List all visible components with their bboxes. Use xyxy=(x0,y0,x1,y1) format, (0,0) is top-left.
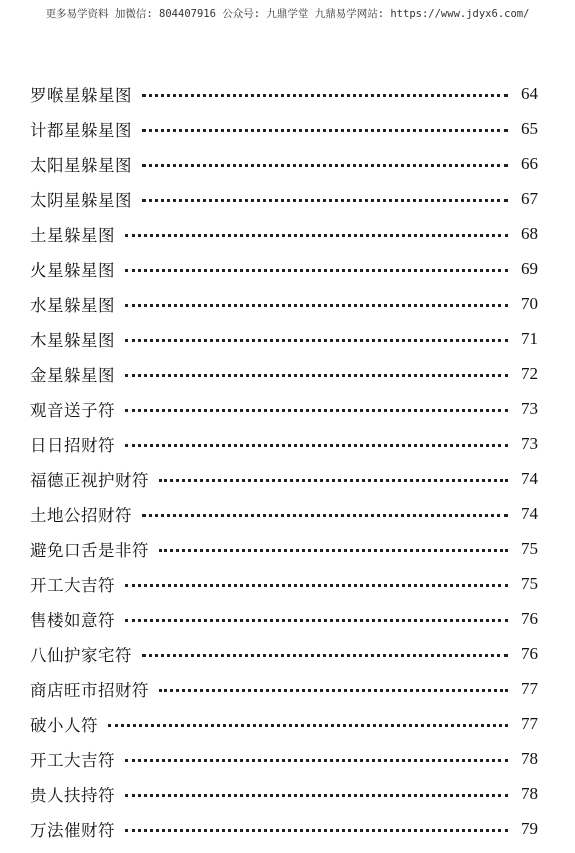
toc-entry-page-number: 79 xyxy=(521,818,538,838)
toc-entry[interactable] xyxy=(30,356,538,391)
toc-entry-title: 贵人扶持符 xyxy=(30,785,115,805)
toc-entry[interactable] xyxy=(30,216,538,251)
toc-entry[interactable] xyxy=(30,601,538,636)
toc-dot-leader xyxy=(125,304,508,307)
toc-entry[interactable] xyxy=(30,181,538,216)
toc-entry-title: 破小人符 xyxy=(30,715,98,735)
toc-entry-page-number: 65 xyxy=(521,118,538,138)
toc-entry-page-number: 71 xyxy=(521,328,538,348)
toc-entry[interactable] xyxy=(30,671,538,706)
toc-entry-title: 罗喉星躲星图 xyxy=(30,85,132,105)
toc-entry-page-number: 77 xyxy=(521,678,538,698)
toc-entry[interactable] xyxy=(30,426,538,461)
toc-entry-title: 土星躲星图 xyxy=(30,225,115,245)
toc-entry-title: 开工大吉符 xyxy=(30,575,115,595)
toc-entry-title: 观音送子符 xyxy=(30,400,115,420)
toc-entry[interactable] xyxy=(30,321,538,356)
toc-entry-title: 火星躲星图 xyxy=(30,260,115,280)
toc-entry-page-number: 69 xyxy=(521,258,538,278)
toc-entry-title: 八仙护家宅符 xyxy=(30,645,132,665)
toc-dot-leader xyxy=(125,234,508,237)
toc-entry[interactable] xyxy=(30,706,538,741)
toc-dot-leader xyxy=(142,164,508,167)
toc-dot-leader xyxy=(159,549,508,552)
toc-dot-leader xyxy=(142,199,508,202)
toc-dot-leader xyxy=(159,479,508,482)
toc-dot-leader xyxy=(142,129,508,132)
toc-dot-leader xyxy=(108,724,508,727)
toc-dot-leader xyxy=(125,584,508,587)
toc-dot-leader xyxy=(125,409,508,412)
toc-entry-title: 万法催财符 xyxy=(30,820,115,840)
toc-entry[interactable] xyxy=(30,111,538,146)
toc-entry-page-number: 66 xyxy=(521,153,538,173)
toc-entry[interactable] xyxy=(30,811,538,846)
toc-entry[interactable] xyxy=(30,286,538,321)
toc-entry[interactable] xyxy=(30,531,538,566)
toc-entry-page-number: 78 xyxy=(521,748,538,768)
toc-entry-title: 太阴星躲星图 xyxy=(30,190,132,210)
toc-entry-title: 水星躲星图 xyxy=(30,295,115,315)
toc-entry[interactable] xyxy=(30,776,538,811)
toc-entry-title: 金星躲星图 xyxy=(30,365,115,385)
page-header-watermark: 更多易学资料 加微信: 804407916 公众号: 九鼎学堂 九鼎易学网站: https://www.jdyx6.com/ xyxy=(45,8,530,20)
toc-entry[interactable] xyxy=(30,146,538,181)
toc-entry-page-number: 76 xyxy=(521,608,538,628)
toc-entry[interactable] xyxy=(30,741,538,776)
toc-entry-title: 计都星躲星图 xyxy=(30,120,132,140)
toc-entry-page-number: 70 xyxy=(521,293,538,313)
toc-entry-title: 日日招财符 xyxy=(30,435,115,455)
toc-entry-title: 木星躲星图 xyxy=(30,330,115,350)
toc-dot-leader xyxy=(125,269,508,272)
toc-entry-title: 售楼如意符 xyxy=(30,610,115,630)
toc-entry[interactable] xyxy=(30,496,538,531)
toc-dot-leader xyxy=(125,759,508,762)
toc-entry[interactable] xyxy=(30,636,538,671)
toc-entry[interactable] xyxy=(30,391,538,426)
toc-entry-title: 商店旺市招财符 xyxy=(30,680,149,700)
toc-entry[interactable] xyxy=(30,566,538,601)
toc-entry-page-number: 68 xyxy=(521,223,538,243)
toc-entry-page-number: 64 xyxy=(521,83,538,103)
toc-dot-leader xyxy=(142,94,508,97)
toc-entry-title: 太阳星躲星图 xyxy=(30,155,132,175)
toc-entry-title: 土地公招财符 xyxy=(30,505,132,525)
table-of-contents xyxy=(30,76,538,846)
toc-dot-leader xyxy=(125,829,508,832)
toc-entry-page-number: 73 xyxy=(521,398,538,418)
toc-entry-title: 福德正视护财符 xyxy=(30,470,149,490)
toc-dot-leader xyxy=(142,654,508,657)
toc-entry-title: 开工大吉符 xyxy=(30,750,115,770)
toc-entry-page-number: 77 xyxy=(521,713,538,733)
toc-dot-leader xyxy=(125,794,508,797)
toc-dot-leader xyxy=(159,689,508,692)
toc-entry-page-number: 67 xyxy=(521,188,538,208)
toc-dot-leader xyxy=(125,619,508,622)
toc-entry[interactable] xyxy=(30,251,538,286)
toc-entry-title: 避免口舌是非符 xyxy=(30,540,149,560)
toc-entry-page-number: 73 xyxy=(521,433,538,453)
toc-dot-leader xyxy=(142,514,508,517)
toc-entry-page-number: 76 xyxy=(521,643,538,663)
toc-entry-page-number: 74 xyxy=(521,468,538,488)
toc-entry-page-number: 78 xyxy=(521,783,538,803)
toc-entry[interactable] xyxy=(30,461,538,496)
toc-entry[interactable] xyxy=(30,76,538,111)
toc-entry-page-number: 74 xyxy=(521,503,538,523)
toc-dot-leader xyxy=(125,444,508,447)
toc-dot-leader xyxy=(125,374,508,377)
toc-dot-leader xyxy=(125,339,508,342)
toc-entry-page-number: 75 xyxy=(521,538,538,558)
toc-entry-page-number: 72 xyxy=(521,363,538,383)
toc-entry-page-number: 75 xyxy=(521,573,538,593)
